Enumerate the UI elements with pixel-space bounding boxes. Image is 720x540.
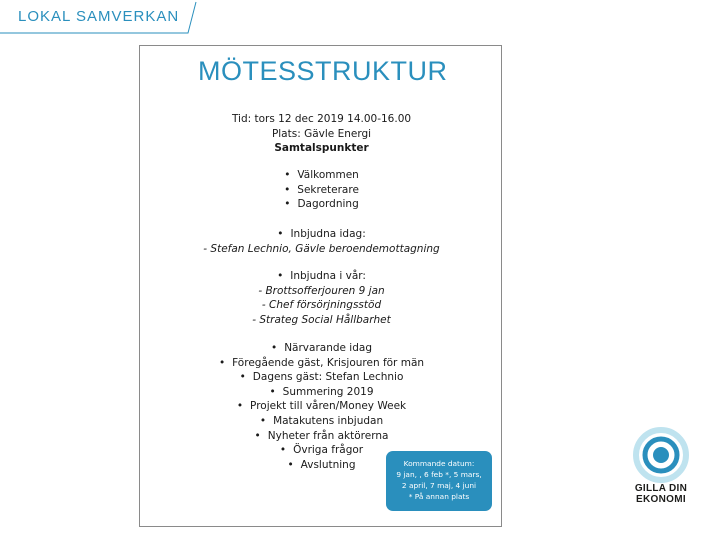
list-item: • Avslutning xyxy=(140,458,503,473)
list-item: - Chef försörjningsstöd xyxy=(261,299,382,312)
page-title: MÖTESSTRUKTUR xyxy=(198,56,448,86)
list-item: • Summering 2019 xyxy=(140,385,503,400)
agenda-start-list xyxy=(140,168,503,212)
list-item: • Matakutens inbjudan xyxy=(140,414,503,429)
invited-today-guest: - Stefan Lechnio, Gävle beroendemottagning xyxy=(203,242,440,255)
list-item: - Brottsofferjouren 9 jan xyxy=(258,284,385,297)
meeting-time: Tid: tors 12 dec 2019 14.00-16.00 xyxy=(231,113,412,125)
list-item: • Övriga frågor xyxy=(140,443,503,458)
target-circles-icon xyxy=(632,425,690,485)
meeting-info xyxy=(140,112,503,156)
list-item: - Strateg Social Hållbarhet xyxy=(252,313,391,326)
callout-line: Kommande datum: xyxy=(403,459,475,468)
list-item: • Dagordning xyxy=(140,197,503,212)
logo-text-line2: EKONOMI xyxy=(636,494,686,505)
invited-spring xyxy=(140,269,503,327)
invited-today-label: • Inbjudna idag: xyxy=(140,227,503,242)
list-item: • Närvarande idag xyxy=(140,341,503,356)
topics-heading: Samtalspunkter xyxy=(274,142,369,155)
meeting-place: Plats: Gävle Energi xyxy=(271,127,372,140)
upcoming-dates-callout xyxy=(386,451,492,511)
list-item: • Sekreterare xyxy=(140,183,503,198)
list-item: • Föregående gäst, Krisjouren för män xyxy=(140,356,503,371)
invited-today xyxy=(140,227,503,256)
list-item: • Välkommen xyxy=(140,168,503,183)
logo-text-line1: GILLA DIN xyxy=(634,483,688,494)
invited-spring-label: • Inbjudna i vår: xyxy=(140,269,503,284)
callout-line: 9 jan, , 6 feb *, 5 mars, xyxy=(396,470,482,479)
list-item: • Projekt till våren/Money Week xyxy=(140,399,503,414)
callout-line: 2 april, 7 maj, 4 juni xyxy=(401,481,477,490)
brand-title: LOKAL SAMVERKAN xyxy=(18,8,180,25)
callout-line: * På annan plats xyxy=(408,492,470,501)
list-item: • Nyheter från aktörerna xyxy=(140,429,503,444)
list-item: • Dagens gäst: Stefan Lechnio xyxy=(140,370,503,385)
gilla-din-ekonomi-logo xyxy=(632,425,690,510)
